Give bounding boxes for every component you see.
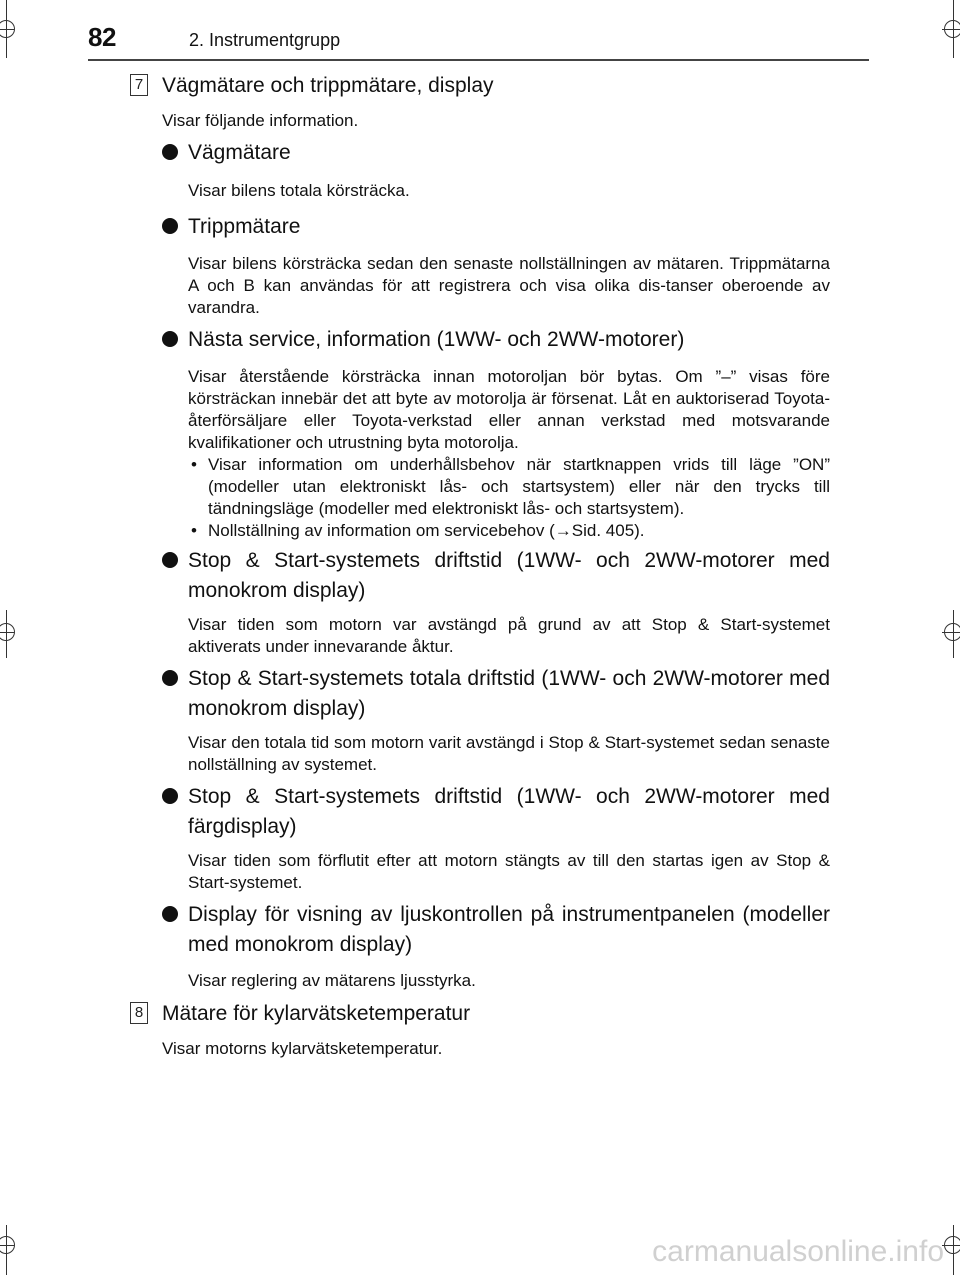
item-heading-text: Display för visning av ljuskontrollen på instrumentpanelen (modeller med monokrom display) <box>188 903 830 956</box>
crop-mark-top-left <box>0 0 30 60</box>
section-title: Mätare för kylarvätsketemperatur <box>162 1002 471 1025</box>
list-item <box>130 782 830 894</box>
list-item <box>130 138 830 202</box>
section-intro: Visar motorns kylarvätsketemperatur. <box>162 1039 443 1058</box>
item-heading <box>130 325 830 355</box>
sub-list-item: • Nollställning av information om servicebehov (→Sid. 405). <box>188 520 830 542</box>
section-title: Vägmätare och trippmätare, display <box>162 74 494 97</box>
bullet-icon <box>162 144 178 160</box>
section-7 <box>130 72 830 992</box>
section-header <box>130 1000 830 1032</box>
item-heading-text: Stop & Start-systemets driftstid (1WW- och 2WW-motorer med monokrom display) <box>188 549 830 602</box>
crop-mark-top-right <box>926 0 960 60</box>
list-item <box>130 546 830 658</box>
item-body: Visar reglering av mätarens ljusstyrka. <box>188 971 476 990</box>
list-item <box>130 664 830 776</box>
chapter-title: 2. Instrumentgrupp <box>189 30 341 50</box>
item-body: Visar återstående körsträcka innan motoroljan bör bytas. Om ”–” visas före körsträckan innebär det att byte av motorolja är försenat. Låt en auktoriserad Toyota-återförsäljare eller Toyota-verkstad eller annan verkstad med motsvarande kvalifikationer och utrustning byta motorolja. <box>188 367 830 452</box>
sub-list <box>188 454 830 542</box>
item-heading-text: Vägmätare <box>188 141 291 164</box>
item-heading <box>130 212 830 242</box>
header-divider <box>88 59 869 61</box>
item-heading-text: Stop & Start-systemets totala driftstid (1WW- och 2WW-motorer med monokrom display) <box>188 667 830 720</box>
bullet-icon <box>162 331 178 347</box>
bullet-icon <box>162 788 178 804</box>
item-heading <box>130 546 830 606</box>
section-number-badge: 7 <box>130 74 148 96</box>
watermark: carmanualsonline.info <box>652 1235 944 1268</box>
item-body: Visar tiden som motorn var avstängd på grund av att Stop & Start-systemet aktiverats under innevarande åktur. <box>188 615 830 656</box>
item-body: Visar bilens totala körsträcka. <box>188 181 410 200</box>
item-heading <box>130 782 830 842</box>
item-heading-text: Nästa service, information (1WW- och 2WW-motorer) <box>188 328 685 351</box>
section-number-badge: 8 <box>130 1002 148 1024</box>
bullet-icon <box>162 218 178 234</box>
page-content <box>130 70 830 1060</box>
item-heading-text: Trippmätare <box>188 215 301 238</box>
crop-mark-mid-left <box>0 610 30 660</box>
item-body: Visar den totala tid som motorn varit avstängd i Stop & Start-systemet sedan senaste nollställning av systemet. <box>188 733 830 774</box>
crop-mark-mid-right <box>926 610 960 660</box>
list-item <box>130 212 830 319</box>
list-item <box>130 325 830 542</box>
bullet-icon <box>162 552 178 568</box>
bullet-icon <box>162 670 178 686</box>
item-heading <box>130 138 830 168</box>
item-body: Visar tiden som förflutit efter att motorn stängts av till den startas igen av Stop & Start-systemet. <box>188 851 830 892</box>
section-intro: Visar följande information. <box>162 111 359 130</box>
list-item <box>130 900 830 992</box>
item-heading <box>130 664 830 724</box>
page-number: 82 <box>88 22 116 52</box>
item-body: Visar bilens körsträcka sedan den senaste nollställningen av mätaren. Trippmätarna A och B kan användas för att registrera och visa olika dis-tanser oberoende av varandra. <box>188 254 830 317</box>
sub-list-item: • Visar information om underhållsbehov när startknappen vrids till läge ”ON” (modeller utan elektroniskt lås- och startsystem) eller när den trycks till tändningsläge (modeller med elektroniskt lås- och startsystem). <box>188 454 830 520</box>
item-heading <box>130 900 830 960</box>
section-8 <box>130 1000 830 1060</box>
bullet-icon <box>162 906 178 922</box>
crop-mark-bottom-left <box>0 1225 30 1275</box>
section-header <box>130 72 830 104</box>
item-heading-text: Stop & Start-systemets driftstid (1WW- och 2WW-motorer med färgdisplay) <box>188 785 830 838</box>
